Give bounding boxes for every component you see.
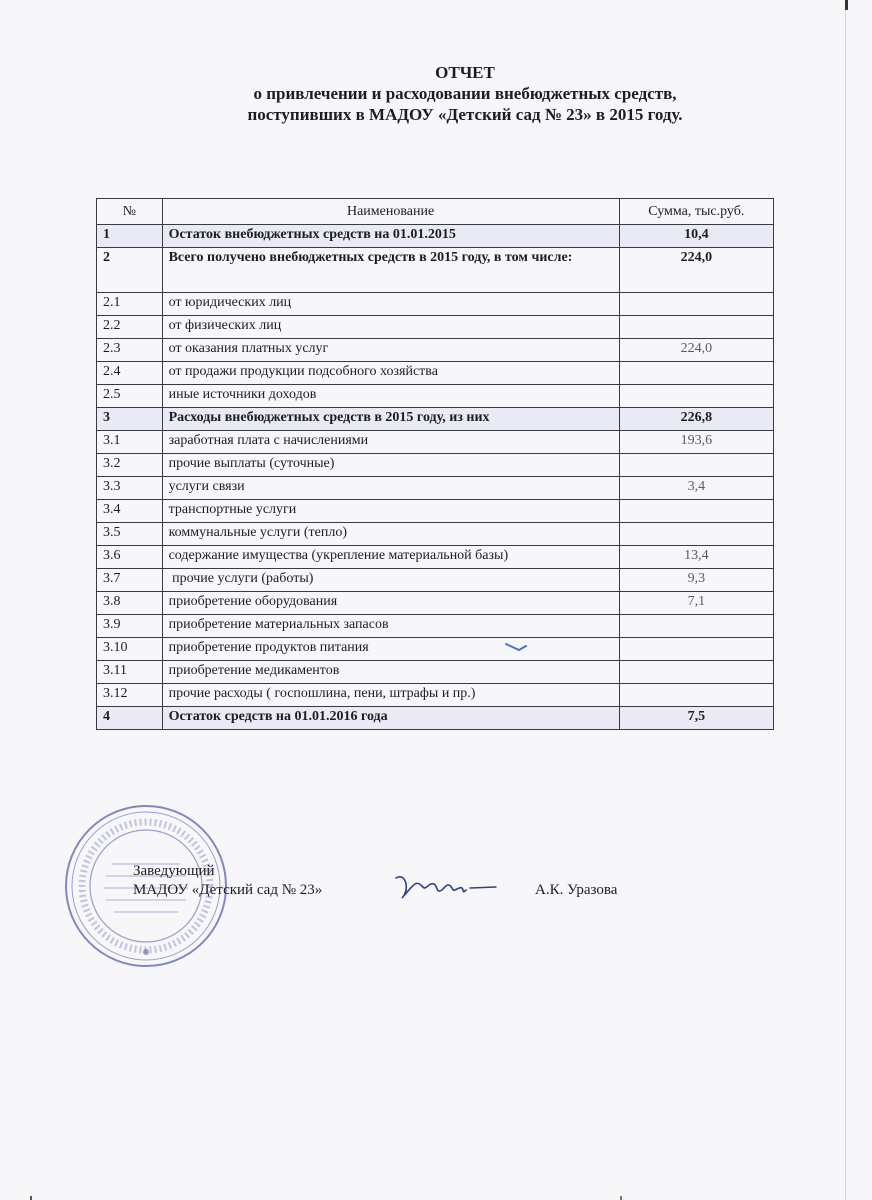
row-num: 2.5 bbox=[97, 385, 163, 408]
row-sum: 193,6 bbox=[619, 431, 773, 454]
table-row bbox=[97, 569, 774, 592]
row-name: заработная плата с начислениями bbox=[162, 431, 619, 454]
row-name: Всего получено внебюджетных средств в 2015 году, в том числе: bbox=[162, 248, 619, 293]
row-name: коммунальные услуги (тепло) bbox=[162, 523, 619, 546]
row-name: от юридических лиц bbox=[162, 293, 619, 316]
row-name: прочие выплаты (суточные) bbox=[162, 454, 619, 477]
row-sum: 3,4 bbox=[619, 477, 773, 500]
header-num: № bbox=[97, 199, 163, 225]
row-num: 3.8 bbox=[97, 592, 163, 615]
signatory-name: А.К. Уразова bbox=[535, 882, 618, 898]
row-name: от оказания платных услуг bbox=[162, 339, 619, 362]
row-sum bbox=[619, 615, 773, 638]
table-row bbox=[97, 615, 774, 638]
row-num: 3.9 bbox=[97, 615, 163, 638]
row-name: приобретение продуктов питания bbox=[162, 638, 619, 661]
row-num: 3.6 bbox=[97, 546, 163, 569]
row-sum bbox=[619, 362, 773, 385]
row-num: 3.12 bbox=[97, 684, 163, 707]
row-num: 3 bbox=[97, 408, 163, 431]
row-name: приобретение материальных запасов bbox=[162, 615, 619, 638]
table-row bbox=[97, 225, 774, 248]
row-num: 3.3 bbox=[97, 477, 163, 500]
table-row bbox=[97, 546, 774, 569]
row-sum: 9,3 bbox=[619, 569, 773, 592]
position-line-2: МАДОУ «Детский сад № 23» bbox=[133, 882, 323, 898]
report-title bbox=[120, 62, 810, 125]
scan-edge bbox=[0, 1194, 872, 1200]
row-sum bbox=[619, 316, 773, 339]
table-row bbox=[97, 408, 774, 431]
row-name: прочие расходы ( госпошлина, пени, штрафы и пр.) bbox=[162, 684, 619, 707]
row-num: 4 bbox=[97, 707, 163, 730]
row-sum bbox=[619, 500, 773, 523]
table-header-row bbox=[97, 199, 774, 225]
table-row bbox=[97, 454, 774, 477]
table-row bbox=[97, 431, 774, 454]
row-sum bbox=[619, 638, 773, 661]
row-sum: 13,4 bbox=[619, 546, 773, 569]
table-row bbox=[97, 638, 774, 661]
table-row bbox=[97, 316, 774, 339]
table-row bbox=[97, 362, 774, 385]
row-sum: 7,1 bbox=[619, 592, 773, 615]
table-row bbox=[97, 293, 774, 316]
row-num: 3.4 bbox=[97, 500, 163, 523]
row-name: транспортные услуги bbox=[162, 500, 619, 523]
scan-artifact bbox=[845, 0, 848, 10]
table-row bbox=[97, 707, 774, 730]
row-num: 1 bbox=[97, 225, 163, 248]
row-sum: 224,0 bbox=[619, 339, 773, 362]
row-sum bbox=[619, 385, 773, 408]
header-name: Наименование bbox=[162, 199, 619, 225]
table-row bbox=[97, 385, 774, 408]
row-name: Остаток средств на 01.01.2016 года bbox=[162, 707, 619, 730]
row-name: содержание имущества (укрепление материальной базы) bbox=[162, 546, 619, 569]
row-name: приобретение оборудования bbox=[162, 592, 619, 615]
title-line-3: поступивших в МАДОУ «Детский сад № 23» в 2015 году. bbox=[247, 105, 683, 124]
row-sum: 226,8 bbox=[619, 408, 773, 431]
table-row bbox=[97, 248, 774, 293]
table-row bbox=[97, 684, 774, 707]
title-line-1: ОТЧЕТ bbox=[435, 63, 495, 82]
table-row bbox=[97, 500, 774, 523]
row-num: 3.7 bbox=[97, 569, 163, 592]
row-name: иные источники доходов bbox=[162, 385, 619, 408]
row-sum bbox=[619, 523, 773, 546]
row-num: 3.2 bbox=[97, 454, 163, 477]
row-num: 3.5 bbox=[97, 523, 163, 546]
table-row bbox=[97, 592, 774, 615]
row-name: Остаток внебюджетных средств на 01.01.2015 bbox=[162, 225, 619, 248]
signature-position bbox=[133, 862, 322, 900]
header-sum: Сумма, тыс.руб. bbox=[619, 199, 773, 225]
row-sum bbox=[619, 454, 773, 477]
row-num: 2 bbox=[97, 248, 163, 293]
report-table bbox=[96, 198, 774, 730]
row-sum bbox=[619, 661, 773, 684]
row-name: от продажи продукции подсобного хозяйства bbox=[162, 362, 619, 385]
row-name: от физических лиц bbox=[162, 316, 619, 339]
row-name: приобретение медикаментов bbox=[162, 661, 619, 684]
row-sum: 224,0 bbox=[619, 248, 773, 293]
row-num: 2.3 bbox=[97, 339, 163, 362]
row-sum bbox=[619, 293, 773, 316]
table-row bbox=[97, 523, 774, 546]
title-line-2: о привлечении и расходовании внебюджетных средств, bbox=[253, 84, 677, 103]
table-row bbox=[97, 661, 774, 684]
row-sum bbox=[619, 684, 773, 707]
ink-mark bbox=[505, 640, 527, 654]
row-name: Расходы внебюджетных средств в 2015 году, из них bbox=[162, 408, 619, 431]
row-num: 3.11 bbox=[97, 661, 163, 684]
table-row bbox=[97, 339, 774, 362]
table-row bbox=[97, 477, 774, 500]
row-num: 3.10 bbox=[97, 638, 163, 661]
row-sum: 10,4 bbox=[619, 225, 773, 248]
handwritten-signature bbox=[392, 868, 502, 908]
row-num: 2.1 bbox=[97, 293, 163, 316]
position-line-1: Заведующий bbox=[133, 863, 215, 879]
row-num: 2.2 bbox=[97, 316, 163, 339]
row-name: прочие услуги (работы) bbox=[162, 569, 619, 592]
row-num: 2.4 bbox=[97, 362, 163, 385]
page-edge bbox=[845, 0, 846, 1200]
row-sum: 7,5 bbox=[619, 707, 773, 730]
row-name: услуги связи bbox=[162, 477, 619, 500]
row-num: 3.1 bbox=[97, 431, 163, 454]
